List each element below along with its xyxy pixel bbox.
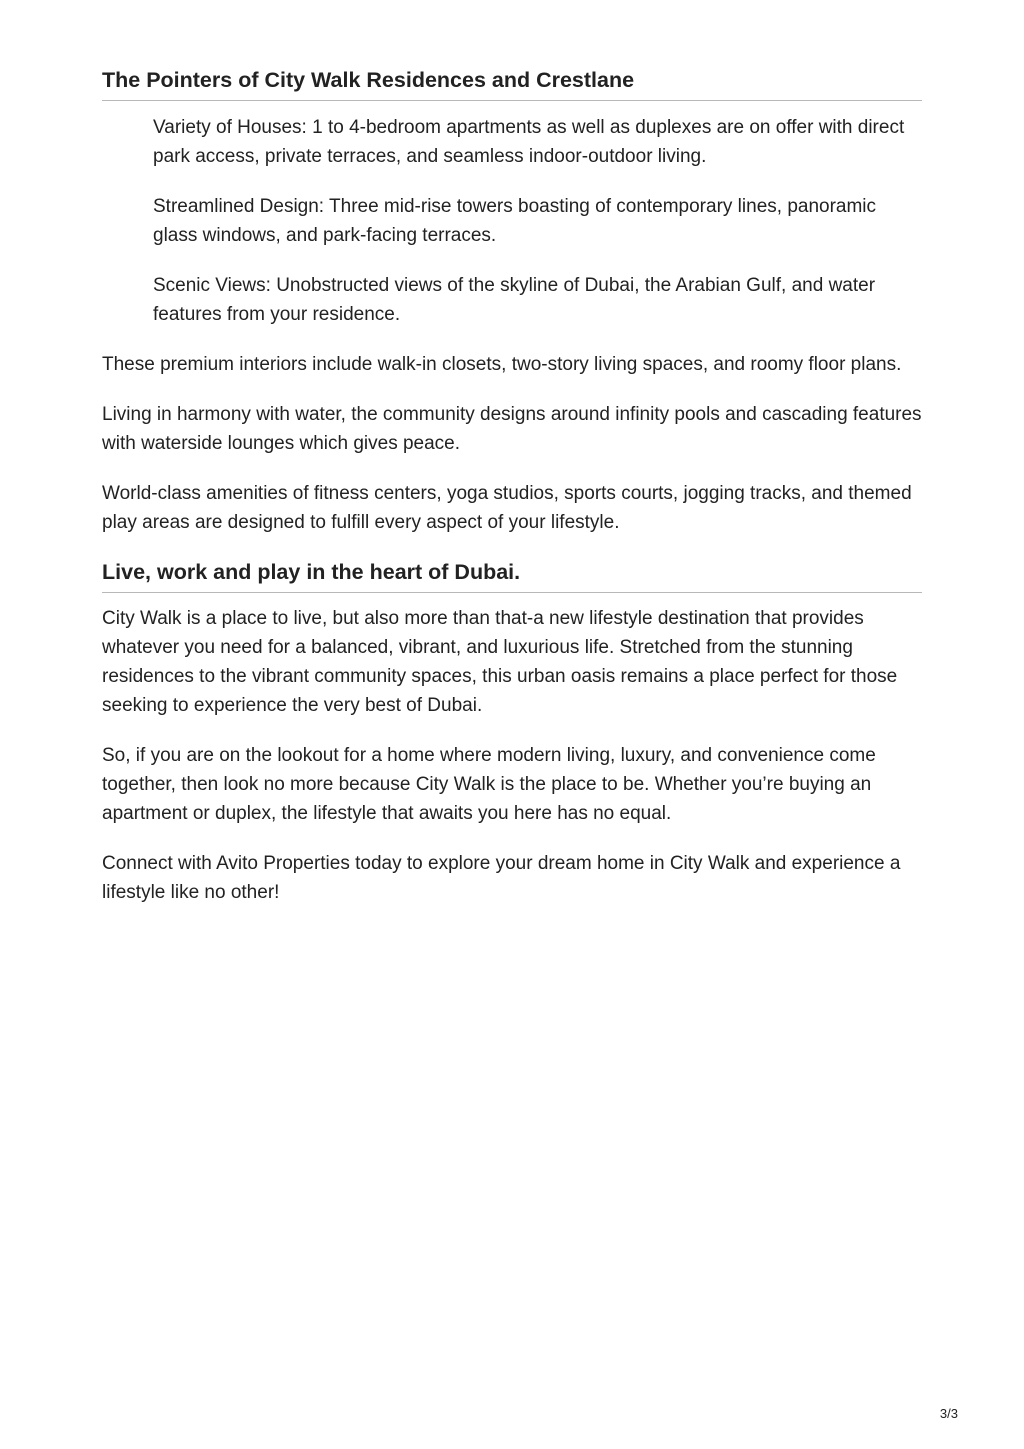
list-item: Variety of Houses: 1 to 4-bedroom apartments as well as duplexes are on offer with direct park access, private terraces, and seamless indoor-outdoor living. bbox=[153, 117, 905, 167]
document-content bbox=[102, 66, 922, 928]
paragraph: Living in harmony with water, the community designs around infinity pools and cascading features with waterside lounges which gives peace. bbox=[102, 404, 922, 454]
list-item: Scenic Views: Unobstructed views of the skyline of Dubai, the Arabian Gulf, and water features from your residence. bbox=[153, 275, 876, 325]
paragraph: So, if you are on the lookout for a home where modern living, luxury, and convenience come together, then look no more because City Walk is the place to be. Whether you’re buying an apartment or duplex, the lifestyle that awaits you here has no equal. bbox=[102, 745, 876, 824]
page-number: 3/3 bbox=[939, 1406, 958, 1421]
section-heading-pointers: The Pointers of City Walk Residences and Crestlane bbox=[102, 66, 922, 101]
paragraph: Connect with Avito Properties today to explore your dream home in City Walk and experience a lifestyle like no other! bbox=[102, 853, 901, 903]
paragraph: City Walk is a place to live, but also more than that-a new lifestyle destination that provides whatever you need for a balanced, vibrant, and luxurious life. Stretched from the stunning residences to the vibrant community spaces, this urban oasis remains a place perfect for those seeking to experience the very best of Dubai. bbox=[102, 608, 898, 716]
section-heading-live-work-play: Live, work and play in the heart of Dubai. bbox=[102, 558, 922, 593]
list-item: Streamlined Design: Three mid-rise towers boasting of contemporary lines, panoramic glass windows, and park-facing terraces. bbox=[153, 196, 877, 246]
paragraph: These premium interiors include walk-in closets, two-story living spaces, and roomy floor plans. bbox=[102, 354, 902, 375]
paragraph: World-class amenities of fitness centers, yoga studios, sports courts, jogging tracks, and themed play areas are designed to fulfill every aspect of your lifestyle. bbox=[102, 483, 912, 533]
section-pointers bbox=[102, 66, 922, 537]
section-live-work-play bbox=[102, 558, 922, 907]
pointers-list bbox=[102, 113, 922, 329]
